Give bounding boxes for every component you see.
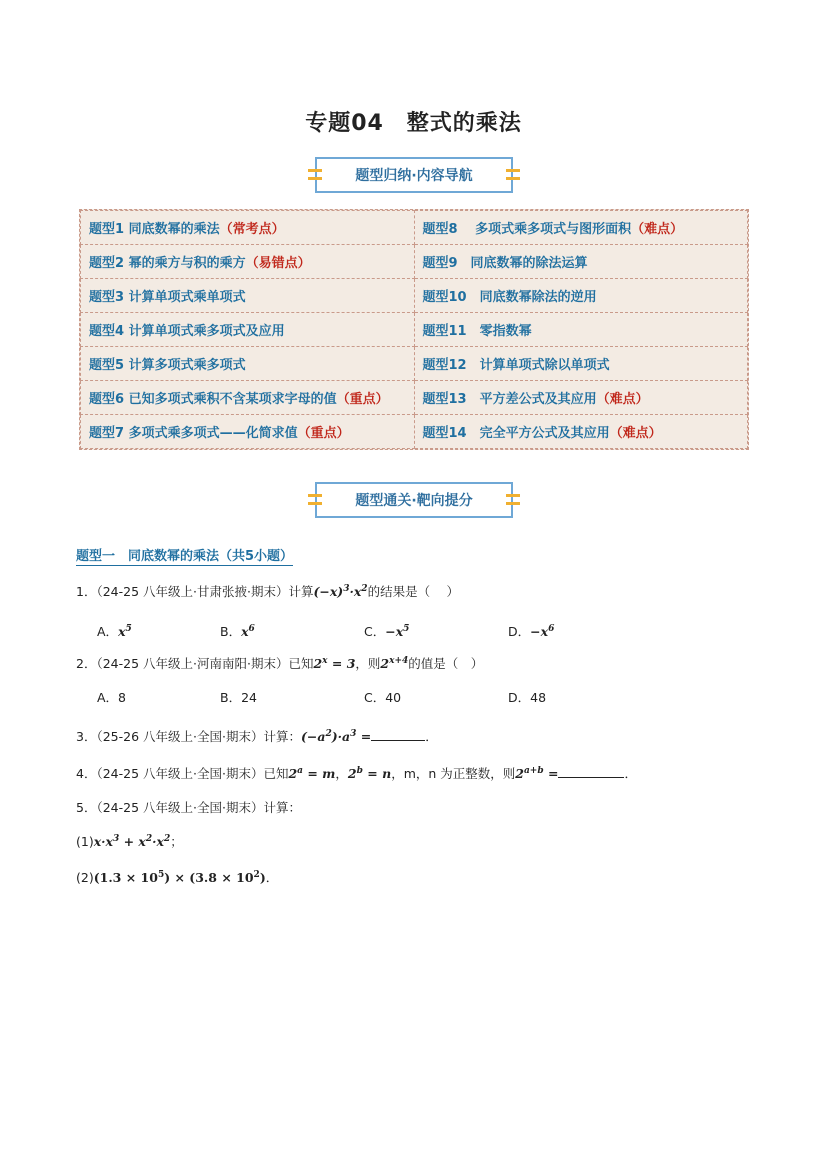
question-5: 5．（24-25 八年级上·全国·期末）计算：: [76, 800, 301, 815]
nav-item[interactable]: 题型2 幂的乘方与积的乘方（易错点）: [81, 245, 415, 279]
nav-item[interactable]: 题型3 计算单项式乘单项式: [81, 279, 415, 313]
banner-decoration-icon: [506, 492, 520, 508]
content-navigation-table: [79, 209, 749, 450]
banner-decoration-icon: [506, 167, 520, 183]
question-4: 4．（24-25 八年级上·全国·期末）已知$2^a = m$，$2^b = n$，m，n 为正整数，则$2^{a+b}$ = ．: [76, 765, 637, 781]
nav-item[interactable]: 题型4 计算单项式乘多项式及应用: [81, 313, 415, 347]
banner-decoration-icon: [308, 492, 322, 508]
nav-item[interactable]: 题型8 多项式乘多项式与图形面积（难点）: [414, 211, 748, 245]
option-a[interactable]: A．$x^5$: [97, 623, 132, 639]
nav-item[interactable]: 题型1 同底数幂的乘法（常考点）: [81, 211, 415, 245]
option-d[interactable]: D．48: [508, 690, 547, 705]
option-d[interactable]: D．$-x^6$: [508, 623, 555, 639]
option-b[interactable]: B．24: [220, 690, 257, 705]
option-c[interactable]: C．$-x^5$: [364, 623, 410, 639]
nav-item[interactable]: 题型10 同底数幂除法的逆用: [414, 279, 748, 313]
section-banner-practice: [315, 482, 513, 518]
section-banner-nav: [315, 157, 513, 193]
banner-label: 题型通关·靶向提分: [355, 493, 473, 509]
question-5-part-2: $(2)(1.3 \times 10^5) \times (3.8 \times 10^2)$．: [76, 869, 279, 885]
option-c[interactable]: C．40: [364, 690, 402, 705]
banner-decoration-icon: [308, 167, 322, 183]
page-title: 专题04 整式的乘法: [305, 111, 522, 136]
nav-item[interactable]: 题型13 平方差公式及其应用（难点）: [414, 381, 748, 415]
nav-item[interactable]: 题型9 同底数幂的除法运算: [414, 245, 748, 279]
question-2: 2．（24-25 八年级上·河南南阳·期末）已知$2^x = 3$，则$2^{x+4}$的值是（ ）: [76, 655, 484, 671]
question-3: 3．（25-26 八年级上·全国·期末）计算：$(-a^2)\cdot a^3$ = ．: [76, 728, 438, 744]
question-1: 1．（24-25 八年级上·甘肃张掖·期末）计算$(-x)^3\cdot x^2$的结果是（ ）: [76, 583, 460, 599]
math-expression: $(-x)^3\cdot x^2$: [313, 583, 368, 599]
question-5-part-1: $(1)x\cdot x^3 + x^2\cdot x^2$；: [76, 833, 183, 849]
option-a[interactable]: A．8: [97, 690, 127, 705]
nav-item[interactable]: 题型11 零指数幂: [414, 313, 748, 347]
section-heading: 题型一 同底数幂的乘法（共5小题）: [76, 545, 293, 566]
answer-blank[interactable]: [558, 777, 624, 778]
option-b[interactable]: B．$x^6$: [220, 623, 255, 639]
nav-item[interactable]: 题型12 计算单项式除以单项式: [414, 347, 748, 381]
nav-item[interactable]: 题型5 计算多项式乘多项式: [81, 347, 415, 381]
nav-item[interactable]: 题型14 完全平方公式及其应用（难点）: [414, 415, 748, 449]
banner-label: 题型归纳·内容导航: [355, 168, 473, 184]
answer-blank[interactable]: [371, 740, 425, 741]
nav-item[interactable]: 题型6 已知多项式乘积不含某项求字母的值（重点）: [81, 381, 415, 415]
nav-item[interactable]: 题型7 多项式乘多项式——化简求值（重点）: [81, 415, 415, 449]
